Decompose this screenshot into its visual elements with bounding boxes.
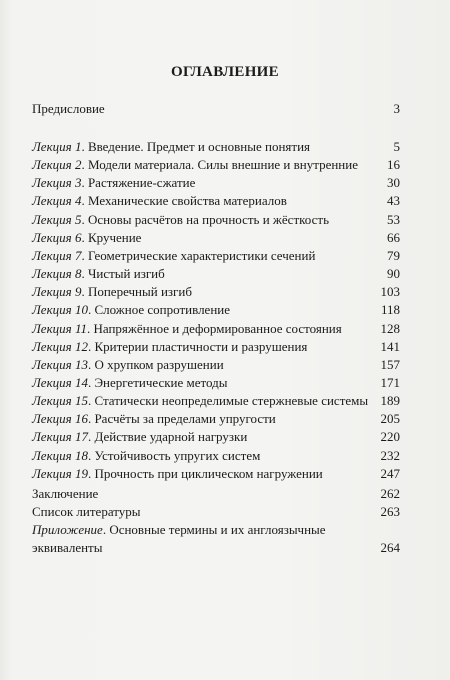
toc-entry-page: 30 [387,175,400,191]
appendix-title: . Основные термины и их англоязычные эквиваленты [32,522,326,555]
toc-entry-title [32,156,358,174]
toc-entry-references [32,503,400,521]
lecture-label: Лекция 16 [32,411,88,427]
toc-entry-page: 3 [393,101,400,116]
toc-entry-lecture [32,301,400,319]
toc-entry-title [32,410,276,428]
toc-entry-page: 66 [387,229,400,245]
toc-entry-page: 189 [380,393,400,409]
toc-entry-title [32,374,228,392]
toc-entry-title [32,211,329,229]
toc-entry-page: 141 [380,338,400,354]
lecture-label: Лекция 2 [32,157,82,173]
lecture-title: . Кручение [81,229,142,245]
lecture-title: . Чистый изгиб [81,266,165,282]
toc-entry-page: 43 [387,193,400,209]
toc-entry-title [32,265,165,283]
toc-entry-title [32,465,323,483]
lecture-label: Лекция 1 [32,139,82,154]
toc-entry-page: 205 [380,411,400,427]
toc-entry-appendix [32,521,400,557]
toc-entry-lecture [32,465,400,483]
toc-entry-lecture [32,138,400,156]
toc-entry-page: 247 [380,465,400,481]
lecture-label: Лекция 14 [32,374,88,390]
lecture-label: Лекция 19 [32,465,88,481]
toc-entry-lecture [32,174,400,192]
lecture-title: . О хрупком разрушении [87,356,224,372]
toc-entry-lecture [32,392,400,410]
lecture-title: . Основы расчётов на прочность и жёсткость [81,211,329,227]
toc-entry-title [32,138,310,156]
toc-entry-title [32,247,315,265]
toc-entry-page: 220 [380,429,400,445]
toc-entry-conclusion [32,485,400,503]
toc-entry-title [32,447,260,465]
lecture-title: . Критерии пластичности и разрушения [87,338,308,354]
toc-entry-lecture [32,283,400,301]
lecture-title: . Сложное сопротивление [87,302,231,318]
toc-entry-lecture [32,428,400,446]
toc-entry-page: 79 [387,247,400,263]
toc-entry-title: Список литературы [32,504,141,519]
toc-entry-title [32,301,230,319]
lecture-label: Лекция 9 [32,284,82,300]
toc-entry-title [32,392,368,410]
toc-entry-lecture [32,192,400,210]
toc-entry-lecture [32,447,400,465]
toc-entry-title [32,521,332,557]
lecture-label: Лекция 11 [32,320,87,336]
lecture-label: Лекция 4 [32,193,82,209]
lecture-title: . Растяжение-сжатие [81,175,196,191]
lecture-label: Лекция 10 [32,302,88,318]
toc-entry-title [32,338,307,356]
toc-entry-page: 263 [380,504,400,519]
lecture-title: . Напряжённое и деформированное состояния [86,320,342,336]
lecture-title: . Поперечный изгиб [81,284,192,300]
toc-entry-lecture [32,229,400,247]
toc-entry-title [32,356,224,374]
lecture-label: Лекция 17 [32,429,88,445]
appendix-label: Приложение [32,522,103,537]
toc-entry-page: 264 [380,540,400,555]
toc-entry-lecture [32,247,400,265]
toc-entry-lecture [32,211,400,229]
toc-entry-title: Заключение [32,486,99,501]
toc-entry-page: 128 [380,320,400,336]
toc-entry-page: 262 [380,486,400,501]
lecture-title: . Модели материала. Силы внешние и внутренние [81,157,358,173]
lecture-label: Лекция 12 [32,338,88,354]
toc-entry-page: 232 [380,447,400,463]
lecture-title: . Действие ударной нагрузки [87,429,248,445]
lecture-label: Лекция 13 [32,356,88,372]
toc-entry-page: 5 [393,139,400,154]
lecture-label: Лекция 7 [32,247,82,263]
toc-entry-page: 90 [387,266,400,282]
toc-entry-page: 157 [380,356,400,372]
lecture-label: Лекция 18 [32,447,88,463]
page-title: ОГЛАВЛЕНИЕ [171,64,279,80]
lecture-title: . Устойчивость упругих систем [87,447,261,463]
toc-entry-title: Предисловие [32,101,105,116]
lecture-label: Лекция 3 [32,175,82,191]
toc-entry-lecture [32,374,400,392]
lecture-title: . Геометрические характеристики сечений [81,247,316,263]
toc-entry-title [32,320,342,338]
lecture-label: Лекция 8 [32,266,82,282]
lecture-label: Лекция 5 [32,211,82,227]
lecture-title: . Расчёты за пределами упругости [87,411,276,427]
toc-entry-title [32,283,192,301]
toc-entry-lecture [32,356,400,374]
toc-entry-lecture [32,265,400,283]
toc-entry-title [32,174,195,192]
lecture-label: Лекция 15 [32,393,88,409]
toc-entry-lecture [32,156,400,174]
toc-entry-page: 103 [380,284,400,300]
toc-entry-preface [32,100,400,118]
lecture-title: . Введение. Предмет и основные понятия [81,139,311,154]
lecture-title: . Энергетические методы [87,374,228,390]
toc-entry-title [32,192,287,210]
toc-entry-title [32,229,141,247]
lecture-title: . Прочность при циклическом нагружении [87,465,323,481]
lecture-title: . Механические свойства материалов [81,193,287,209]
toc-entry-lecture [32,320,400,338]
toc-entry-page: 53 [387,211,400,227]
toc-entry-page: 171 [380,374,400,390]
toc-entry-title [32,428,247,446]
toc-entry-page: 16 [387,157,400,173]
lecture-label: Лекция 6 [32,229,82,245]
lecture-title: . Статически неопределимые стержневые системы [87,393,369,409]
toc-entry-lecture [32,410,400,428]
toc-entry-page: 118 [380,302,400,318]
toc-entry-lecture [32,338,400,356]
